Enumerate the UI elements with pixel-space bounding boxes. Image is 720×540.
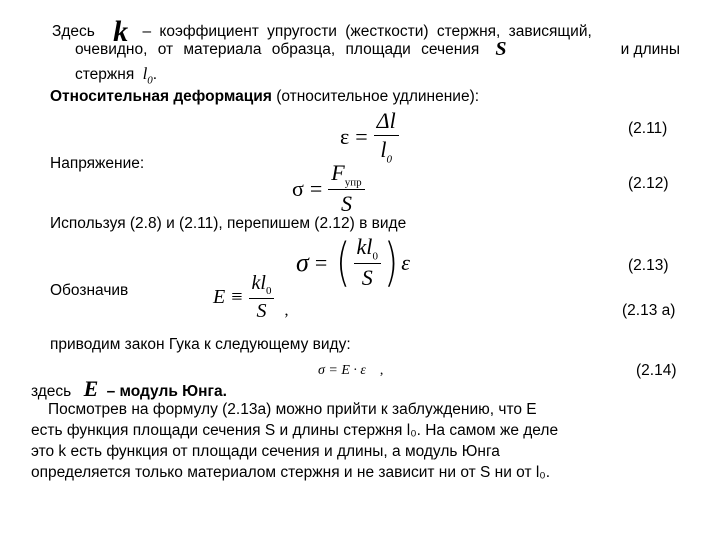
intro-text-2: очевидно, от материала образца, площади сечения <box>75 41 480 58</box>
eq214-number: (2.14) <box>636 362 677 379</box>
eq214-formula: σ = E · ε <box>318 363 366 378</box>
eq213-equals: = <box>314 249 328 275</box>
equation-2-14 <box>318 363 383 379</box>
eq212-number: (2.12) <box>628 175 669 192</box>
eq211-equals: = <box>355 123 368 149</box>
using-text: Используя (2.8) и (2.11), перепишем (2.12) в виде <box>50 215 407 232</box>
eq211-numerator: Δl <box>376 108 396 133</box>
intro-text-1: – коэффициент упругости (жесткости) стержня, зависящий, <box>142 23 592 40</box>
eq213-denominator: S <box>361 265 373 291</box>
eq213-fraction <box>354 234 381 291</box>
young-prefix: здесь <box>31 383 72 400</box>
eq213a-comma: , <box>284 301 289 319</box>
eq212-fraction <box>328 160 364 217</box>
eq213-right-paren: ) <box>383 232 399 293</box>
eq212-lhs: σ <box>292 175 304 201</box>
eq213a-number: (2.13 а) <box>622 302 676 319</box>
eq212-numerator: $F_{упр}$ <box>331 160 362 189</box>
intro-suffix-3: . <box>152 66 158 83</box>
eq211-denominator: $l_0$ <box>380 137 392 166</box>
paragraph-line-3: это k есть функция от площади сечения и длины, а модуль Юнга <box>31 443 500 460</box>
relative-deformation-bold: Относительная деформация <box>50 88 272 105</box>
symbol-S: S <box>495 38 507 60</box>
eq213a-denominator: S <box>256 300 267 322</box>
young-line <box>31 376 227 402</box>
equation-2-13 <box>296 234 410 291</box>
eq211-fraction <box>374 108 399 165</box>
eq212-denominator: S <box>340 191 352 217</box>
relative-deformation-text: (относительное удлинение): <box>276 88 480 105</box>
denoting-text: Обозначив <box>50 282 129 299</box>
hooke-text: приводим закон Гука к следующему виду: <box>50 336 351 353</box>
equation-2-11 <box>340 108 399 165</box>
eq213-number: (2.13) <box>628 257 669 274</box>
eq213a-equiv: ≡ <box>231 286 243 308</box>
symbol-k: k <box>113 15 129 48</box>
intro-prefix: Здесь <box>52 23 95 40</box>
eq212-equals: = <box>309 175 323 201</box>
eq214-comma: , <box>379 363 384 378</box>
equation-2-13a <box>213 272 288 323</box>
paragraph-line-1: Посмотрев на формулу (2.13а) можно прийти к заблуждению, что E <box>48 401 537 418</box>
symbol-l0: $l_0$ <box>142 64 153 87</box>
eq213-numerator: $kl_0$ <box>356 234 378 263</box>
intro-line-2 <box>75 38 680 61</box>
paragraph-line-2: есть функция площади сечения S и длины стержня l₀. На самом же деле <box>31 422 559 439</box>
intro-line-3 <box>75 64 157 86</box>
eq213-lhs: σ <box>296 247 309 277</box>
eq213a-numerator: $kl_0$ <box>251 272 272 297</box>
eq213-tail: ε <box>401 249 410 275</box>
eq213a-fraction <box>249 272 275 323</box>
relative-deformation-heading <box>50 88 479 106</box>
eq213-left-paren: ( <box>336 232 351 293</box>
eq211-number: (2.11) <box>628 120 668 137</box>
stress-label: Напряжение: <box>50 155 145 172</box>
intro-text-3: стержня <box>75 66 135 83</box>
young-text: – модуль Юнга. <box>106 383 227 400</box>
intro-suffix-2: и длины <box>620 41 680 58</box>
eq211-lhs: ε <box>340 123 350 149</box>
symbol-E: E <box>83 376 99 401</box>
equation-2-12 <box>292 160 365 217</box>
eq213a-lhs: E <box>213 286 226 308</box>
paragraph-line-4: определяется только материалом стержня и не зависит ни от S ни от l₀. <box>31 464 551 481</box>
